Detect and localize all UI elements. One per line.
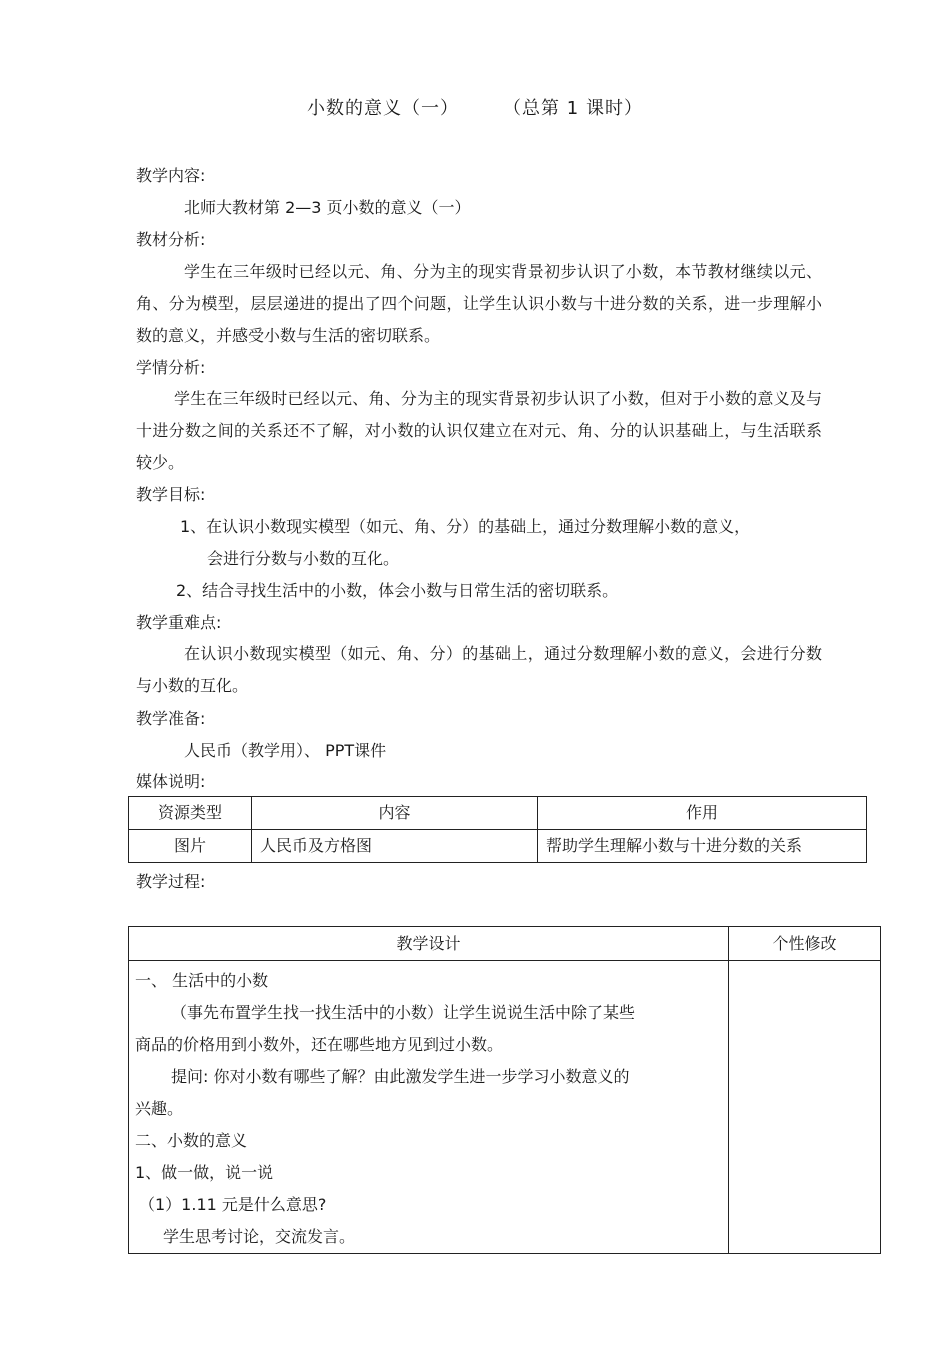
header-cell: 作用 [538,797,867,830]
content-text: 北师大教材第 2—3 页小数的意义（一） [184,198,471,217]
design-line: 1、做一做，说一说 [135,1163,274,1182]
design-line: 二、小数的意义 [135,1131,248,1150]
table-header-row [129,927,881,961]
process-table [128,926,881,1254]
design-cell [129,961,729,1254]
keypoints-text: 在认识小数现实模型（如元、角、分）的基础上，通过分数理解小数的意义，会进行分数与小数的互化。 [136,644,822,695]
design-line: 提问: 你对小数有哪些了解？由此激发学生进一步学习小数意义的 [171,1067,630,1086]
keypoints-label: 教学重难点: [136,613,222,632]
header-cell: 内容 [252,797,538,830]
goals-label: 教学目标: [136,485,206,504]
title-lesson-number: （总第 1 课时） [503,98,643,119]
goal-1-line-1: 1、在认识小数现实模型（如元、角、分）的基础上，通过分数理解小数的意义， [180,517,751,536]
material-label: 教材分析: [136,230,206,249]
design-line: 商品的价格用到小数外，还在哪些地方见到过小数。 [135,1035,504,1054]
table-row [129,961,881,1254]
design-line: 兴趣。 [135,1099,184,1118]
table-row [129,830,867,863]
student-text: 学生在三年级时已经以元、角、分为主的现实背景初步认识了小数，但对于小数的意义及与十进分数之间的关系还不了解，对小数的认识仅建立在对元、角、分的认识基础上，与生活联系较少。 [136,389,822,472]
media-table [128,796,867,863]
media-label: 媒体说明: [136,772,206,791]
design-line: 一、 生活中的小数 [135,971,269,990]
header-cell-design: 教学设计 [129,927,729,961]
process-label: 教学过程: [136,872,206,891]
material-text: 学生在三年级时已经以元、角、分为主的现实背景初步认识了小数，本节教材继续以元、角、分为模型，层层递进的提出了四个问题，让学生认识小数与十进分数的关系，进一步理解小数的意义，并感受小数与生活的密切联系。 [136,262,822,345]
goal-1-line-2: 会进行分数与小数的互化。 [207,549,400,568]
table-cell: 图片 [129,830,252,863]
header-cell: 资源类型 [129,797,252,830]
design-line: （事先布置学生找一找生活中的小数）让学生说说生活中除了某些 [171,1003,636,1022]
content-label: 教学内容: [136,166,206,185]
goal-2: 2、结合寻找生活中的小数，体会小数与日常生活的密切联系。 [176,581,619,600]
design-line: （1）1.11 元是什么意思? [139,1195,327,1214]
notes-cell [729,961,881,1254]
student-label: 学情分析: [136,358,206,377]
prep-label: 教学准备: [136,709,206,728]
design-line: 学生思考讨论，交流发言。 [163,1227,356,1246]
title-main: 小数的意义（一） [307,98,460,119]
table-cell: 人民币及方格图 [252,830,538,863]
table-header-row [129,797,867,830]
header-cell-notes: 个性修改 [729,927,881,961]
page-title [0,99,950,119]
prep-text: 人民币（教学用）、 PPT课件 [184,741,387,760]
table-cell: 帮助学生理解小数与十进分数的关系 [538,830,867,863]
